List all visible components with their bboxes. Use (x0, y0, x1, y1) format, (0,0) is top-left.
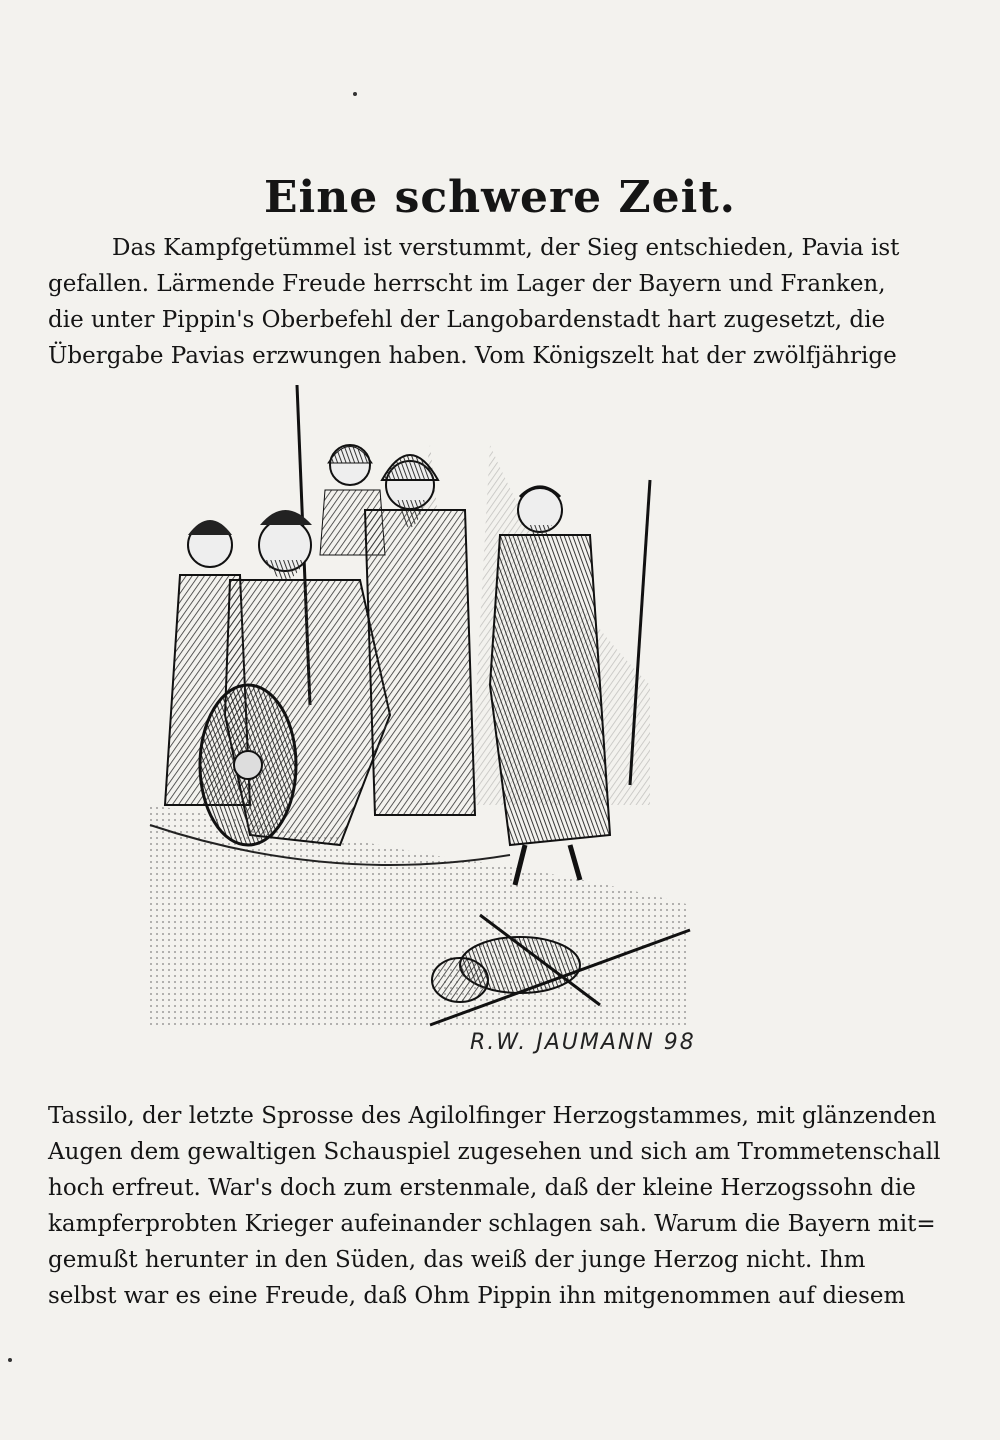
text-line: Augen dem gewaltigen Schauspiel zugesehen und sich am Trommetenschall (48, 1139, 941, 1165)
text-line: Das Kampfgetümmel ist verstummt, der Sieg entschieden, Pavia ist (112, 235, 900, 261)
text-line: Übergabe Pavias erzwungen haben. Vom Königszelt hat der zwölfjährige (48, 343, 897, 369)
text-line: Tassilo, der letzte Sprosse des Agilolfinger Herzogstammes, mit glänzenden (48, 1103, 937, 1129)
text-line: gemußt herunter in den Süden, das weiß der junge Herzog nicht. Ihm (48, 1247, 866, 1273)
figure-seated-king (200, 510, 390, 845)
paragraph-intro (48, 230, 900, 374)
artist-signature: R.W. JAUMANN 98 (470, 1030, 696, 1055)
figure-bearded-warrior (365, 455, 475, 815)
text-line: hoch erfreut. War's doch zum erstenmale, daß der kleine Herzogssohn die (48, 1175, 916, 1201)
figure-cloaked-man (490, 487, 610, 885)
text-line: selbst war es eine Freude, daß Ohm Pippin ihn mitgenommen auf diesem (48, 1283, 906, 1309)
paper-speck (8, 1358, 12, 1362)
paper-speck (353, 92, 357, 96)
text-line: gefallen. Lärmende Freude herrscht im Lager der Bayern und Franken, (48, 271, 886, 297)
illustration-engraving (130, 385, 730, 1075)
text-line: die unter Pippin's Oberbefehl der Langobardenstadt hart zugesetzt, die (48, 307, 886, 333)
text-line: kampferprobten Krieger aufeinander schlagen sah. Warum die Bayern mit= (48, 1211, 936, 1237)
paragraph-continued (48, 1098, 941, 1314)
chapter-title: Eine schwere Zeit. (264, 172, 736, 223)
